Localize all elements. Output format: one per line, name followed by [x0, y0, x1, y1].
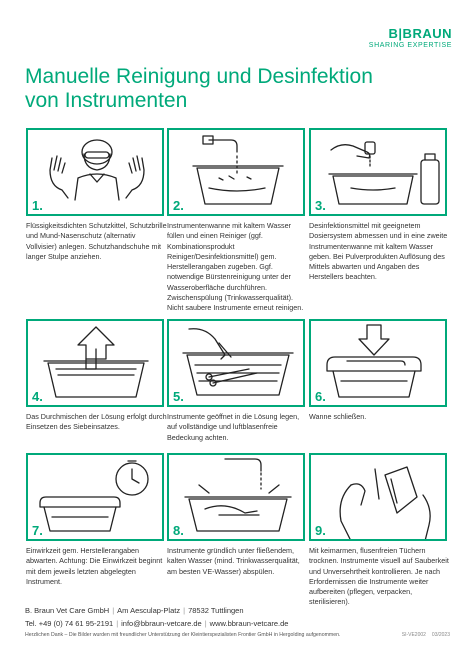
step-7-text: Einwirkzeit gem. Herstellerangaben abwarten. Achtung: Die Einwirkzeit beginnt mit dem jeweils letzten abgelegten Instrument. — [26, 546, 163, 586]
step-number: 4. — [32, 389, 43, 404]
instruments-in-tray-icon — [169, 321, 305, 407]
logo-tagline: SHARING EXPERTISE — [368, 42, 452, 49]
step-number: 7. — [32, 523, 43, 538]
step-6-text: Wanne schließen. — [309, 412, 367, 421]
email-link[interactable]: info@bbraun-vetcare.de — [121, 619, 202, 628]
brand-logo — [369, 26, 452, 49]
document-codes — [396, 632, 450, 638]
step-3-text: Desinfektionsmittel mit geeignetem Dosiersystem abmessen und in eine zweite Instrumentenwanne mit kaltem Wasser geben. Bei Pulverprodukten Auflösung des Mittels abwarten und Angaben des Herstellers beachten. — [309, 221, 448, 282]
step-1-illustration — [26, 128, 164, 216]
document-code: SI-VE2002 — [401, 632, 426, 638]
page-title — [25, 65, 373, 113]
step-4-illustration — [26, 319, 164, 407]
step-5-text: Instrumente geöffnet in die Lösung legen, auf vollständige und luftblasenfreie Bedeckung achten. — [167, 412, 300, 442]
step-7-illustration — [26, 453, 164, 541]
closing-lid-icon — [311, 321, 447, 407]
step-number: 1. — [32, 198, 43, 213]
document-date: 03/2023 — [431, 632, 450, 638]
website-link[interactable]: www.bbraun-vetcare.de — [209, 619, 289, 628]
title-line-1: Manuelle Reinigung und Desinfektion — [25, 65, 373, 88]
step-2-illustration — [167, 128, 305, 216]
acknowledgement-text: Herzlichen Dank – Die Bilder wurden mit freundlicher Unterstützung der Kleintierspezialisten Frontier GmbH in Hergolding aufgenommen. — [25, 632, 341, 638]
step-3-illustration — [309, 128, 447, 216]
person-with-protective-gear-icon — [28, 130, 164, 216]
company-name: B. Braun Vet Care GmbH — [25, 606, 110, 615]
step-8-illustration — [167, 453, 305, 541]
tub-with-faucet-icon — [169, 130, 305, 216]
step-6-illustration — [309, 319, 447, 407]
city: 78532 Tuttlingen — [188, 606, 244, 615]
step-9-illustration — [309, 453, 447, 541]
step-2-text: Instrumentenwanne mit kaltem Wasser füllen und einen Reiniger (ggf. Kombinationsprodukt Reiniger/Desinfektionsmittel) gem. Herstellerangaben zugeben. Ggf. notwendige Bürstenreinigung unter der Wasseroberfläche durchführen. Zwischenspülung (Trinkwasserqualität). Nicht saubere Instrumente erneut reinigen. — [167, 221, 304, 313]
step-4-text: Das Durchmischen der Lösung erfolgt durch Einsetzen des Siebeinsatzes. — [26, 412, 167, 432]
street-address: Am Aesculap-Platz — [117, 606, 181, 615]
step-number: 3. — [315, 198, 326, 213]
drying-with-cloth-icon — [311, 455, 447, 541]
step-number: 8. — [173, 523, 184, 538]
logo-wordmark: B|BRAUN — [388, 26, 452, 41]
footer-contact-line: Tel. +49 (0) 74 61 95-2191 | info@bbraun-vetcare.de | www.bbraun-vetcare.de — [25, 619, 289, 628]
sieve-insert-arrow-icon — [28, 321, 164, 407]
step-8-text: Instrumente gründlich unter fließendem, kalten Wasser (mind. Trinkwasserqualität, am besten VE-Wasser) abspülen. — [167, 546, 300, 576]
step-1-text: Flüssigkeitsdichten Schutzkittel, Schutzbrille und Mund-Nasenschutz (alternativ Vollvisier) anlegen. Schutzhandschuhe mit langer Stulpe anziehen. — [26, 221, 167, 261]
clock-and-tub-icon — [28, 455, 164, 541]
step-number: 5. — [173, 389, 184, 404]
step-number: 6. — [315, 389, 326, 404]
phone-number: Tel. +49 (0) 74 61 95-2191 — [25, 619, 114, 628]
dosing-disinfectant-icon — [311, 130, 447, 216]
footer-address-line: B. Braun Vet Care GmbH | Am Aesculap-Platz | 78532 Tuttlingen — [25, 606, 244, 615]
step-9-text: Mit keimarmen, flusenfreien Tüchern trocknen. Instrumente visuell auf Sauberkeit und Unversehrtheit kontrollieren. Je nach Erfordernissen die Instrumente weiter aufbereiten (pflegen, verpacken, sterilisieren). — [309, 546, 449, 607]
step-number: 9. — [315, 523, 326, 538]
step-number: 2. — [173, 198, 184, 213]
title-line-2: von Instrumenten — [25, 89, 188, 112]
step-5-illustration — [167, 319, 305, 407]
rinsing-under-faucet-icon — [169, 455, 305, 541]
